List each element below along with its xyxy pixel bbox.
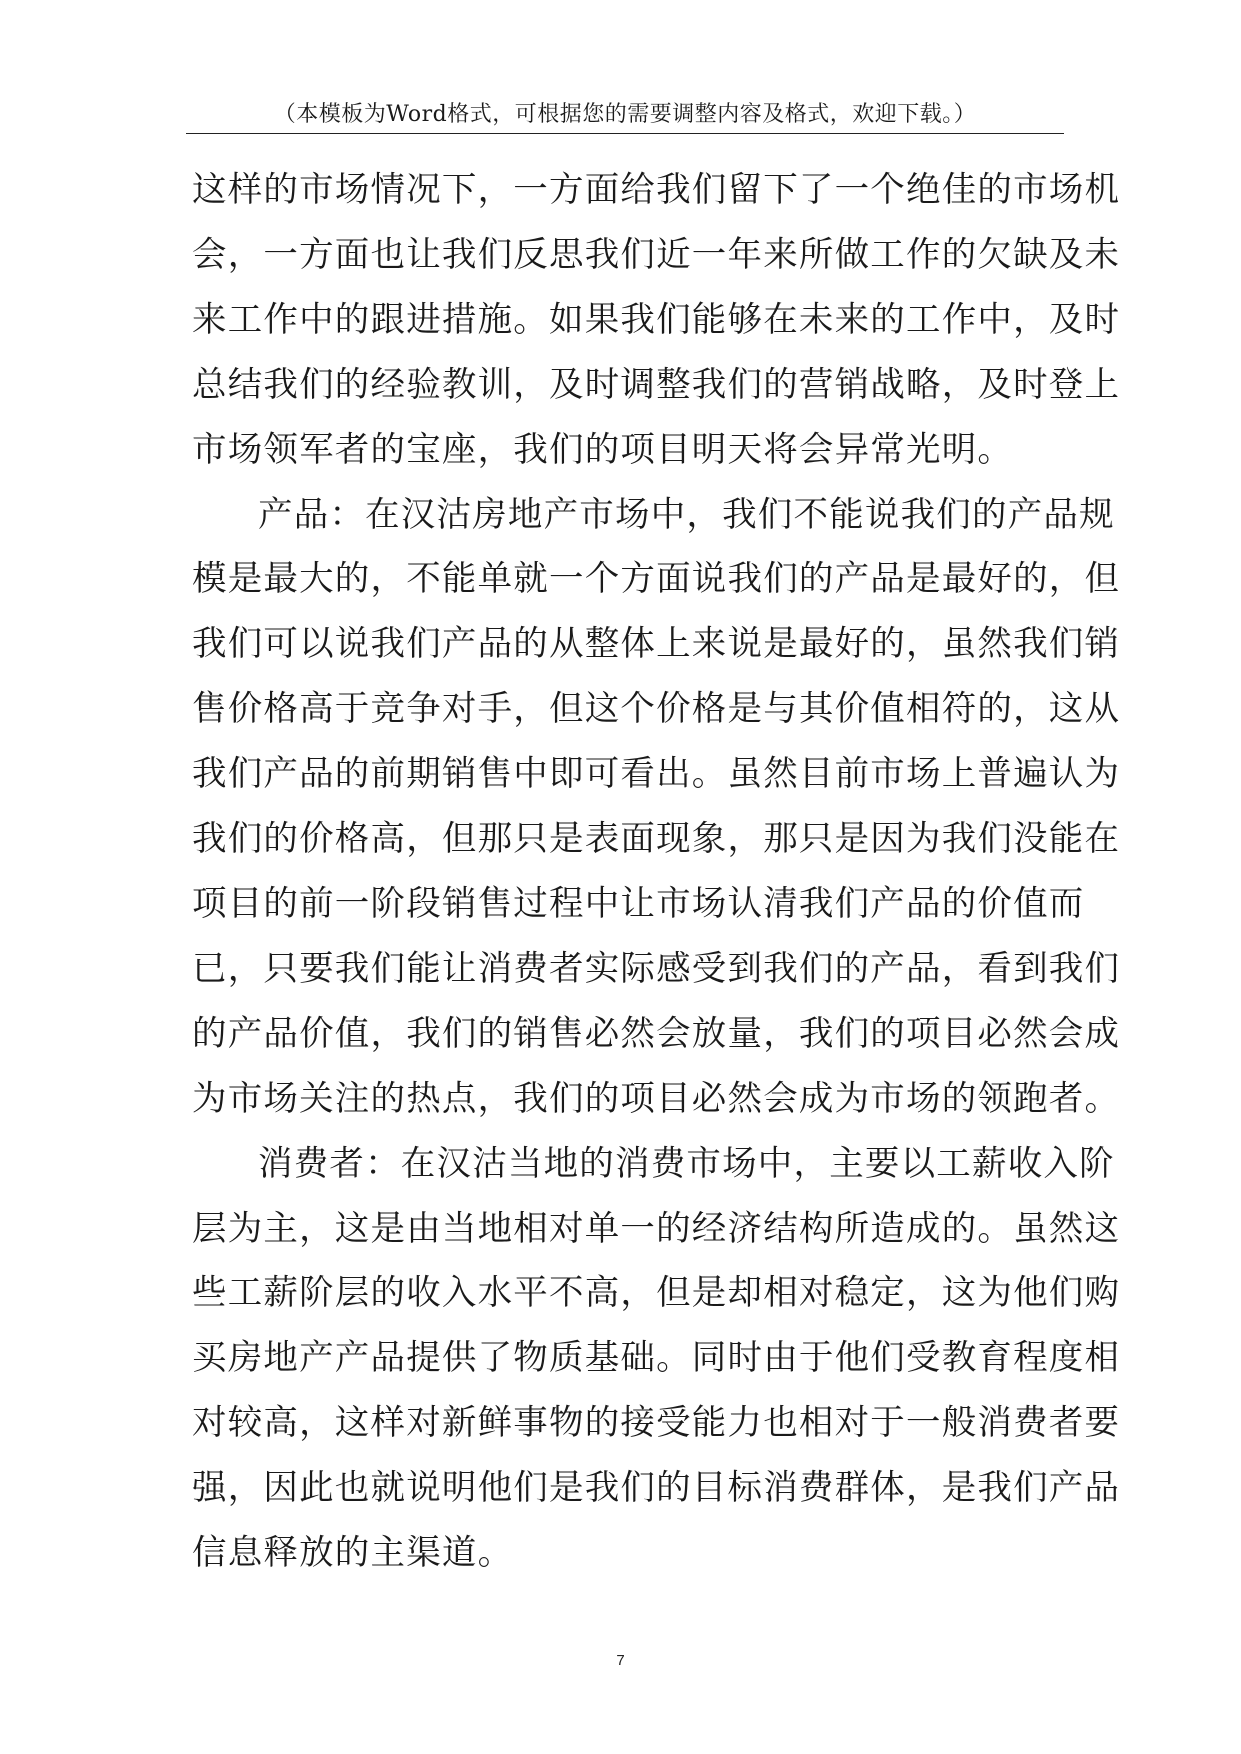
text-line: 产品：在汉沽房地产市场中，我们不能说我们的产品规 (258, 494, 1115, 535)
text-line: 对较高，这样对新鲜事物的接受能力也相对于一般消费者要 (192, 1403, 1121, 1444)
text-line: 总结我们的经验教训，及时调整我们的营销战略，及时登上 (192, 364, 1121, 405)
template-note: （本模板为Word格式，可根据您的需要调整内容及格式，欢迎下载。） (273, 102, 977, 127)
text-line: 信息释放的主渠道。 (192, 1533, 514, 1574)
text-line: 项目的前一阶段销售过程中让市场认清我们产品的价值而 (192, 883, 1085, 924)
text-line: 消费者：在汉沽当地的消费市场中，主要以工薪收入阶 (258, 1143, 1115, 1184)
text-line: 些工薪阶层的收入水平不高，但是却相对稳定，这为他们购 (192, 1273, 1121, 1314)
text-line: 为市场关注的热点，我们的项目必然会成为市场的领跑者。 (192, 1078, 1121, 1119)
paragraph-market-situation (192, 158, 1121, 483)
text-line: 会，一方面也让我们反思我们近一年来所做工作的欠缺及未 (192, 234, 1121, 275)
paragraph-consumers (192, 1132, 1121, 1586)
paragraph-product (192, 483, 1121, 1132)
text-line: 这样的市场情况下，一方面给我们留下了一个绝佳的市场机 (192, 170, 1121, 210)
text-line: 层为主，这是由当地相对单一的经济结构所造成的。虽然这 (192, 1208, 1121, 1249)
text-line: 售价格高于竞争对手，但这个价格是与其价值相符的，这从 (192, 689, 1121, 730)
text-line: 市场领军者的宝座，我们的项目明天将会异常光明。 (192, 429, 1014, 470)
text-line: 强，因此也就说明他们是我们的目标消费群体，是我们产品 (192, 1468, 1121, 1509)
text-line: 买房地产产品提供了物质基础。同时由于他们受教育程度相 (192, 1338, 1121, 1379)
page-number: 7 (616, 1652, 625, 1669)
text-line: 我们的价格高，但那只是表面现象，那只是因为我们没能在 (192, 819, 1121, 860)
text-line: 已，只要我们能让消费者实际感受到我们的产品，看到我们 (192, 948, 1121, 989)
document-body (192, 158, 1121, 1586)
text-line: 我们可以说我们产品的从整体上来说是最好的，虽然我们销 (192, 624, 1121, 665)
text-line: 的产品价值，我们的销售必然会放量，我们的项目必然会成 (192, 1013, 1121, 1054)
header-divider (186, 133, 1064, 134)
text-line: 模是最大的，不能单就一个方面说我们的产品是最好的，但 (192, 559, 1121, 600)
text-line: 我们产品的前期销售中即可看出。虽然目前市场上普遍认为 (192, 754, 1121, 795)
text-line: 来工作中的跟进措施。如果我们能够在未来的工作中，及时 (192, 299, 1121, 340)
